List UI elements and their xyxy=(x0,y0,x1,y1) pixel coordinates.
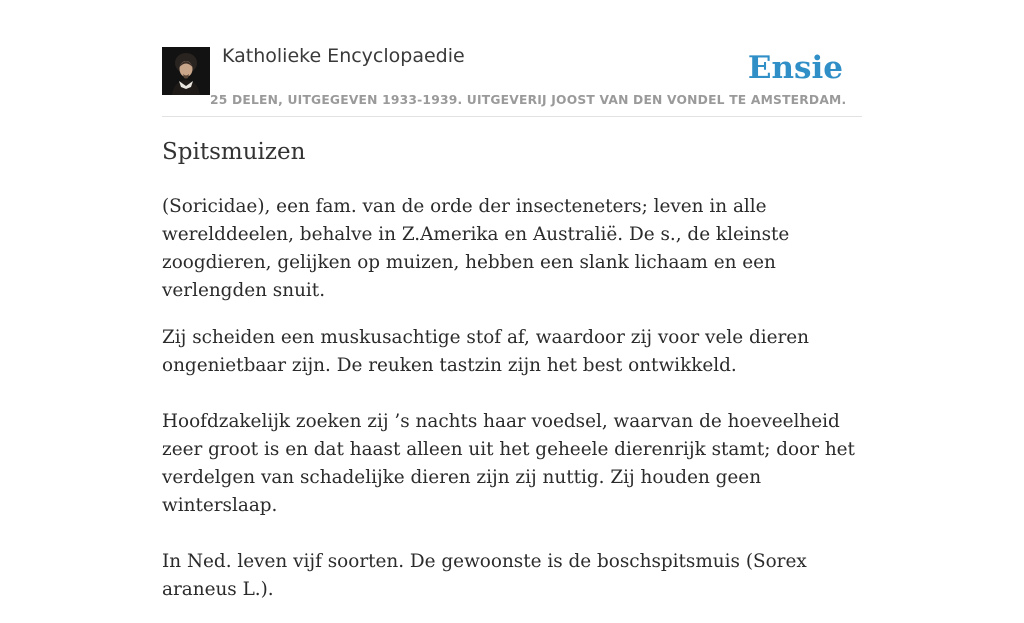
article-title: Spitsmuizen xyxy=(162,139,306,165)
article-paragraph: (Soricidae), een fam. van de orde der insecteneters; leven in alle werelddeelen, behalve in Z.Amerika en Australië. De s., de kleinste zoogdieren, gelijken op muizen, hebben een slank lichaam en een verlengden snuit. xyxy=(162,196,790,301)
source-header xyxy=(162,0,862,117)
article-paragraph: Zij scheiden een muskusachtige stof af, waardoor zij voor vele dieren ongenietbaar zijn. De reuken tastzin zijn het best ontwikkeld. xyxy=(162,327,809,376)
ensie-logo[interactable]: Ensie xyxy=(747,50,843,86)
source-avatar[interactable] xyxy=(162,47,210,95)
article-paragraph: Hoofdzakelijk zoeken zij ’s nachts haar voedsel, waarvan de hoeveelheid zeer groot is en dat haast alleen uit het geheele dierenrijk stamt; door het verdelgen van schadelijke dieren zijn zij nuttig. Zij houden geen winterslaap. xyxy=(162,411,855,516)
page xyxy=(162,0,862,600)
portrait-avatar-icon xyxy=(162,47,210,95)
article-paragraph: In Ned. leven vijf soorten. De gewoonste is de boschspitsmuis (Sorex araneus L.). xyxy=(162,551,807,600)
source-title[interactable]: Katholieke Encyclopaedie xyxy=(222,45,465,67)
article-body xyxy=(162,193,862,623)
source-meta: 25 DELEN, UITGEGEVEN 1933-1939. UITGEVERIJ JOOST VAN DEN VONDEL TE AMSTERDAM. xyxy=(210,93,847,107)
